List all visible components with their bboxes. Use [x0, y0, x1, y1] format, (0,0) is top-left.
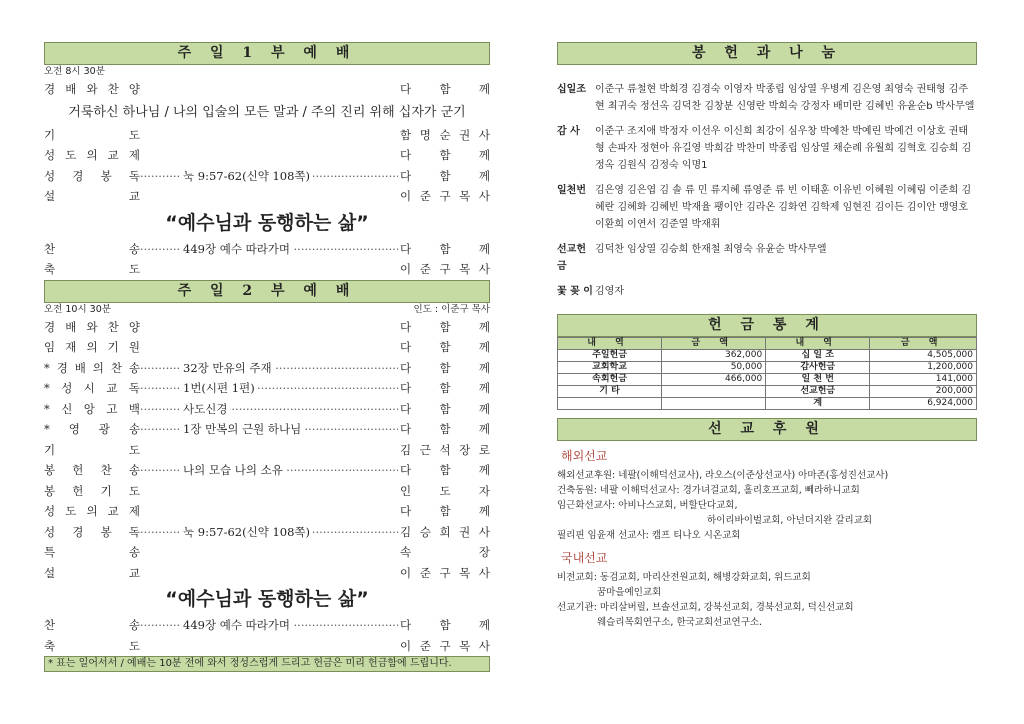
- stats-row: [558, 374, 977, 386]
- order-row: [44, 522, 490, 543]
- stats-row: [558, 362, 977, 374]
- order-leader: 다 함 께: [400, 504, 490, 518]
- service1-theme: 거룩하신 하나님 / 나의 입술의 모든 말과 / 주의 진리 위해 십자가 군기: [68, 104, 466, 120]
- order-label: 임 재 의 기 원: [44, 340, 140, 354]
- order-row: [44, 615, 490, 636]
- order-detail: ····· 눅 9:57-62(신약 108쪽): [140, 522, 398, 543]
- order-leader: 함 명 순 권 사: [400, 127, 490, 142]
- offering-item: [557, 123, 977, 174]
- order-row: [44, 419, 490, 440]
- order-row: [44, 460, 490, 481]
- stats-cell: 50,000: [662, 362, 766, 374]
- mission-line: 필리핀 임윤재 선교사: 캠프 티나오 시온교회: [557, 530, 741, 541]
- mission-line: 건축동원: 네팔 이해덕선교사: 경가녀걸교회, 홀리호프교회, 뻬라하니교회: [557, 485, 860, 496]
- stats-row: [558, 398, 977, 410]
- offering-names: 이준구 조지애 박정자 이선우 이신희 최강이 심우창 박예찬 박예린 박예건 이상호 권태형 손파자 정현아 유길영 박희감 박찬미 박종립 임상열 채순례 유월희 김혁호 김승희 김정옥 김원식 김정숙 익명1: [595, 126, 972, 171]
- order-label: 성 경 봉 독: [44, 524, 140, 539]
- stats-cell: [558, 398, 662, 410]
- stats-cell: 일 천 번: [766, 374, 870, 386]
- stats-header: 내 역: [558, 338, 662, 350]
- service1-order-b: [44, 125, 490, 207]
- service2-leader: 인도 : 이준구 목사: [413, 303, 490, 315]
- order-leader: 다 함 께: [400, 422, 490, 436]
- service2-time: 오전 10시 30분: [44, 303, 111, 315]
- domestic-heading: 국내선교: [561, 551, 608, 565]
- order-leader: 김 승 희 권 사: [400, 524, 490, 539]
- order-label: 설 교: [44, 565, 140, 580]
- right-column: [557, 42, 977, 630]
- overseas-heading: 해외선교: [561, 449, 608, 463]
- stats-cell: 교회학교: [558, 362, 662, 374]
- order-detail: ····· 사도신경: [140, 399, 398, 420]
- stats-row: [558, 386, 977, 398]
- order-detail: ····· 449장 예수 따라가며: [140, 615, 398, 636]
- service2-order-b: [44, 615, 490, 656]
- order-label: 봉 헌 찬 송: [44, 463, 140, 477]
- offering-category: 일천번: [557, 185, 586, 196]
- order-label: 찬 송: [44, 241, 140, 256]
- mission-line: 하이리바이벌교회, 아넌더지완 갈리교회: [707, 515, 873, 526]
- order-detail: ····· 나의 모습 나의 소유: [140, 460, 398, 481]
- service1-time: 오전 8시 30분: [44, 66, 105, 77]
- stats-section: [557, 314, 977, 410]
- offering-item: [557, 81, 977, 115]
- offering-item: [557, 283, 977, 300]
- mission-section: [557, 418, 977, 630]
- stats-cell: 선교헌금: [766, 386, 870, 398]
- order-leader: 다 함 께: [400, 148, 490, 162]
- stats-row: [558, 350, 977, 362]
- domestic-lines: [557, 570, 977, 630]
- order-leader: 다 함 께: [400, 381, 490, 395]
- stats-cell: 기 타: [558, 386, 662, 398]
- offerings-list: [557, 81, 977, 300]
- mission-line: 임근화선교사: 아비나스교회, 버할단다교회,: [557, 500, 738, 511]
- order-detail: ····· 32장 만유의 주재: [140, 358, 398, 379]
- stats-cell: 주일헌금: [558, 350, 662, 362]
- stats-cell: 4,505,000: [870, 350, 977, 362]
- order-row: [44, 542, 490, 563]
- service1-title: 주 일 1 부 예 배: [44, 42, 490, 65]
- order-row: [44, 481, 490, 502]
- order-leader: 다 함 께: [400, 360, 490, 375]
- offering-item: [557, 241, 977, 275]
- order-detail: ····· 449장 예수 따라가며: [140, 239, 398, 260]
- stats-cell: 속회헌금: [558, 374, 662, 386]
- order-row: [44, 79, 490, 100]
- service1-order-a: [44, 79, 490, 100]
- offering-names: 이준구 류철현 박희경 김경숙 이영자 박종립 임상열 우병계 김은영 최영숙 권태형 김주현 최귀숙 정선옥 김덕찬 김창분 신영란 박희숙 강정자 배미란 김혜빈 유윤순b 박사무엘: [595, 84, 975, 112]
- order-leader: 이 준 구 목 사: [400, 262, 490, 276]
- order-leader: 이 준 구 목 사: [400, 189, 490, 203]
- order-row: [44, 440, 490, 461]
- service1-sermon-title: “예수님과 동행하는 삶”: [165, 211, 369, 234]
- mission-title: 선 교 후 원: [557, 418, 977, 441]
- service2-title: 주 일 2 부 예 배: [44, 280, 490, 303]
- offering-category: 십일조: [557, 84, 586, 95]
- order-label: * 영 광 송: [44, 422, 140, 436]
- mission-line: 선교기관: 마리살버릴, 브솔선교회, 강북선교회, 경북선교회, 덕신선교회: [557, 602, 854, 613]
- stats-cell: 200,000: [870, 386, 977, 398]
- mission-line: 웨슬리목회연구소, 한국교회선교연구소.: [597, 617, 763, 628]
- order-leader: 다 함 께: [400, 618, 490, 632]
- order-label: 특 송: [44, 545, 140, 559]
- order-label: 찬 송: [44, 618, 140, 632]
- stats-cell: 141,000: [870, 374, 977, 386]
- order-leader: 김 근 석 장 로: [400, 442, 490, 457]
- order-row: [44, 125, 490, 146]
- order-leader: 속 장: [400, 545, 490, 559]
- order-row: [44, 399, 490, 420]
- order-detail: ····· 1장 만복의 근원 하나님: [140, 419, 398, 440]
- stats-cell: 1,200,000: [870, 362, 977, 374]
- order-label: 경 배 와 찬 양: [44, 82, 140, 96]
- footnote: * 표는 일어서서 / 예배는 10분 전에 와서 정성스럽게 드리고 헌금은 미리 헌금함에 드립니다.: [44, 656, 490, 672]
- offerings-title: 봉 헌 과 나 눔: [557, 42, 977, 65]
- order-label: * 신 앙 고 백: [44, 401, 140, 416]
- order-label: 기 도: [44, 127, 140, 142]
- order-row: [44, 501, 490, 522]
- order-row: [44, 317, 490, 338]
- order-leader: 다 함 께: [400, 82, 490, 96]
- order-label: 축 도: [44, 262, 140, 276]
- service1-order-c: [44, 239, 490, 280]
- offering-item: [557, 182, 977, 233]
- order-label: * 경 배 의 찬 송: [44, 360, 140, 375]
- stats-cell: [662, 398, 766, 410]
- order-label: 기 도: [44, 442, 140, 457]
- order-label: 성 경 봉 독: [44, 168, 140, 183]
- order-leader: 다 함 께: [400, 168, 490, 183]
- order-leader: 다 함 께: [400, 401, 490, 416]
- offering-names: 김덕찬 임상열 김승희 한재철 최영숙 유윤순 박사무엘: [595, 244, 827, 255]
- order-leader: 다 함 께: [400, 340, 490, 354]
- stats-cell: 계: [766, 398, 870, 410]
- service2-header: [44, 303, 490, 317]
- offering-category: 꽃 꽂 이: [557, 286, 593, 297]
- order-label: 축 도: [44, 638, 140, 653]
- order-leader: 인 도 자: [400, 483, 490, 498]
- offering-names: 김은영 김은엽 김 솔 류 민 류지혜 류영준 류 빈 이태훈 이유빈 이혜원 이혜림 이준희 김혜란 김혜화 김혜빈 박재율 팽이안 김라온 김화연 김학제 임현진 김이든 김이안 맹영호 이환희 이연서 김준열 박재휘: [595, 185, 972, 230]
- mission-line: 해외선교후원: 네팔(이해덕선교사), 라오스(이준상선교사) 아마존(홍성진선교사): [557, 470, 889, 481]
- order-leader: 다 함 께: [400, 463, 490, 477]
- order-label: 설 교: [44, 189, 140, 203]
- left-column: [44, 42, 490, 672]
- stats-cell: 감사헌금: [766, 362, 870, 374]
- service2-sermon-title: “예수님과 동행하는 삶”: [165, 588, 369, 610]
- offering-names: 김영자: [595, 286, 624, 297]
- stats-cell: 십 일 조: [766, 350, 870, 362]
- order-row: [44, 145, 490, 166]
- order-label: 봉 헌 기 도: [44, 483, 140, 498]
- stats-title: 헌 금 통 계: [557, 314, 977, 337]
- offering-category: 선교헌금: [557, 244, 586, 272]
- order-row: [44, 563, 490, 584]
- order-row: [44, 259, 490, 280]
- order-row: [44, 239, 490, 260]
- order-label: 성 도 의 교 제: [44, 148, 140, 162]
- order-label: 경 배 와 찬 양: [44, 319, 140, 334]
- order-leader: 다 함 께: [400, 241, 490, 256]
- mission-line: 꿈마을예인교회: [597, 587, 662, 598]
- order-detail: ····· 눅 9:57-62(신약 108쪽): [140, 166, 398, 187]
- order-row: [44, 337, 490, 358]
- overseas-lines: [557, 468, 977, 543]
- stats-header: 내 역: [766, 338, 870, 350]
- stats-cell: [662, 386, 766, 398]
- order-detail: ····· 1번(시편 1편): [140, 378, 398, 399]
- order-row: [44, 166, 490, 187]
- service2-order-a: [44, 317, 490, 584]
- offering-category: 감 사: [557, 126, 580, 137]
- order-row: [44, 378, 490, 399]
- stats-header: 금 액: [662, 338, 766, 350]
- order-leader: 다 함 께: [400, 319, 490, 334]
- order-leader: 이 준 구 목 사: [400, 638, 490, 653]
- stats-header: 금 액: [870, 338, 977, 350]
- order-label: * 성 시 교 독: [44, 381, 140, 395]
- order-row: [44, 186, 490, 207]
- stats-table: [557, 337, 977, 410]
- order-row: [44, 358, 490, 379]
- order-label: 성 도 의 교 제: [44, 504, 140, 518]
- stats-cell: 466,000: [662, 374, 766, 386]
- order-leader: 이 준 구 목 사: [400, 565, 490, 580]
- mission-line: 비전교회: 동검교회, 마리산전원교회, 해병강화교회, 위드교회: [557, 572, 811, 583]
- order-row: [44, 636, 490, 657]
- stats-cell: 6,924,000: [870, 398, 977, 410]
- stats-cell: 362,000: [662, 350, 766, 362]
